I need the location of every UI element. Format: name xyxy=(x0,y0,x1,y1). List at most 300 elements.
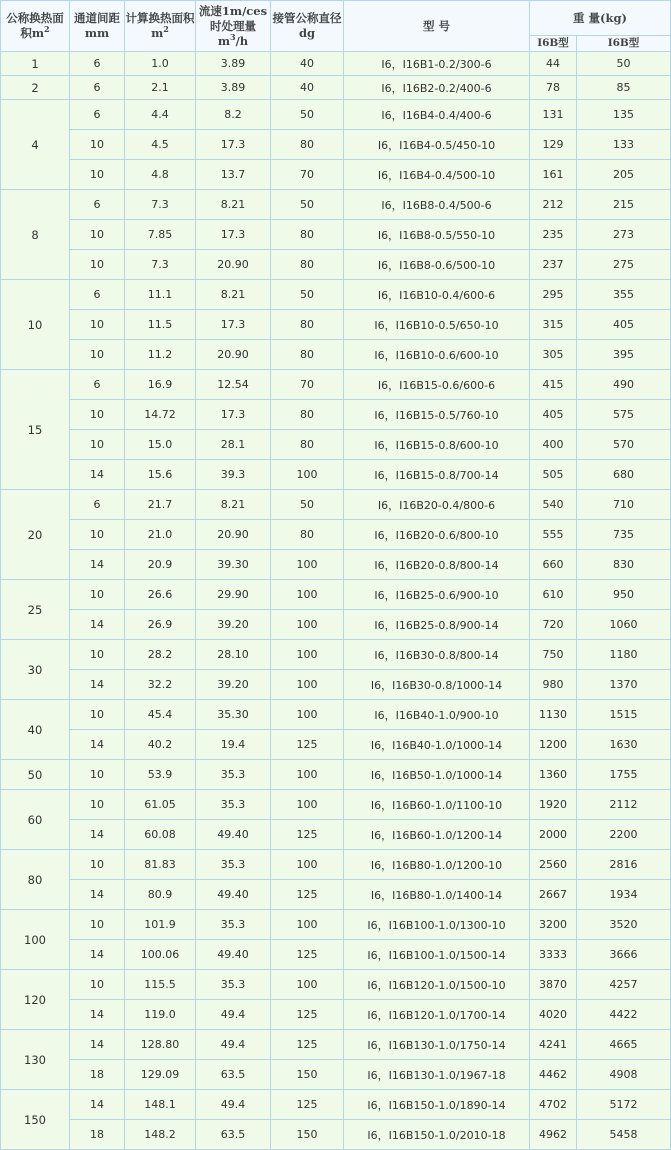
channel-gap-cell: 14 xyxy=(70,550,125,580)
calculated-area-cell: 80.9 xyxy=(125,880,196,910)
table-row xyxy=(1,730,671,760)
model-cell: Ⅰ6，Ⅰ16B15-0.8/700-14 xyxy=(344,460,530,490)
model-cell: Ⅰ6，Ⅰ16B20-0.6/800-10 xyxy=(344,520,530,550)
flow-capacity-cell: 29.90 xyxy=(196,580,271,610)
model-cell: Ⅰ6，Ⅰ16B30-0.8/1000-14 xyxy=(344,670,530,700)
table-row xyxy=(1,340,671,370)
header-weight: 重 量(kg) xyxy=(530,1,671,36)
table-row xyxy=(1,790,671,820)
flow-capacity-cell: 8.2 xyxy=(196,100,271,130)
nominal-area-cell: 8 xyxy=(1,190,70,280)
pipe-diameter-cell: 125 xyxy=(271,940,344,970)
flow-capacity-cell: 8.21 xyxy=(196,190,271,220)
weight-type-b-cell: 5172 xyxy=(577,1090,671,1120)
weight-type-b-cell: 4257 xyxy=(577,970,671,1000)
channel-gap-cell: 10 xyxy=(70,430,125,460)
pipe-diameter-cell: 80 xyxy=(271,310,344,340)
table-body xyxy=(1,52,671,1150)
weight-type-a-cell: 78 xyxy=(530,76,577,100)
weight-type-a-cell: 161 xyxy=(530,160,577,190)
weight-type-b-cell: 1515 xyxy=(577,700,671,730)
weight-type-b-cell: 1370 xyxy=(577,670,671,700)
pipe-diameter-cell: 80 xyxy=(271,250,344,280)
flow-capacity-cell: 35.3 xyxy=(196,910,271,940)
calculated-area-cell: 15.6 xyxy=(125,460,196,490)
table-row xyxy=(1,160,671,190)
model-cell: Ⅰ6，Ⅰ16B25-0.6/900-10 xyxy=(344,580,530,610)
weight-type-b-cell: 275 xyxy=(577,250,671,280)
nominal-area-cell: 50 xyxy=(1,760,70,790)
weight-type-a-cell: 610 xyxy=(530,580,577,610)
calculated-area-cell: 7.3 xyxy=(125,190,196,220)
model-cell: Ⅰ6，Ⅰ16B4-0.4/500-10 xyxy=(344,160,530,190)
table-row xyxy=(1,760,671,790)
pipe-diameter-cell: 70 xyxy=(271,160,344,190)
calculated-area-cell: 4.8 xyxy=(125,160,196,190)
calculated-area-cell: 11.5 xyxy=(125,310,196,340)
pipe-diameter-cell: 100 xyxy=(271,850,344,880)
pipe-diameter-cell: 80 xyxy=(271,340,344,370)
header-pipe-diameter: 接管公称直径dg xyxy=(271,1,344,52)
pipe-diameter-cell: 50 xyxy=(271,100,344,130)
channel-gap-cell: 10 xyxy=(70,400,125,430)
table-row xyxy=(1,220,671,250)
flow-capacity-cell: 49.40 xyxy=(196,880,271,910)
calculated-area-cell: 21.7 xyxy=(125,490,196,520)
table-row xyxy=(1,850,671,880)
weight-type-a-cell: 237 xyxy=(530,250,577,280)
weight-type-b-cell: 5458 xyxy=(577,1120,671,1150)
channel-gap-cell: 10 xyxy=(70,640,125,670)
weight-type-b-cell: 205 xyxy=(577,160,671,190)
calculated-area-cell: 101.9 xyxy=(125,910,196,940)
weight-type-b-cell: 135 xyxy=(577,100,671,130)
flow-capacity-cell: 19.4 xyxy=(196,730,271,760)
weight-type-a-cell: 305 xyxy=(530,340,577,370)
channel-gap-cell: 10 xyxy=(70,760,125,790)
table-row xyxy=(1,640,671,670)
weight-type-b-cell: 4422 xyxy=(577,1000,671,1030)
table-row xyxy=(1,820,671,850)
flow-capacity-cell: 28.10 xyxy=(196,640,271,670)
nominal-area-cell: 1 xyxy=(1,52,70,76)
weight-type-a-cell: 415 xyxy=(530,370,577,400)
model-cell: Ⅰ6，Ⅰ16B150-1.0/1890-14 xyxy=(344,1090,530,1120)
weight-type-b-cell: 1630 xyxy=(577,730,671,760)
channel-gap-cell: 10 xyxy=(70,250,125,280)
pipe-diameter-cell: 40 xyxy=(271,52,344,76)
model-cell: Ⅰ6，Ⅰ16B20-0.4/800-6 xyxy=(344,490,530,520)
model-cell: Ⅰ6，Ⅰ16B100-1.0/1300-10 xyxy=(344,910,530,940)
weight-type-b-cell: 2112 xyxy=(577,790,671,820)
weight-type-b-cell: 950 xyxy=(577,580,671,610)
table-row xyxy=(1,580,671,610)
flow-capacity-cell: 8.21 xyxy=(196,490,271,520)
nominal-area-cell: 130 xyxy=(1,1030,70,1090)
pipe-diameter-cell: 100 xyxy=(271,760,344,790)
pipe-diameter-cell: 40 xyxy=(271,76,344,100)
model-cell: Ⅰ6，Ⅰ16B40-1.0/900-10 xyxy=(344,700,530,730)
model-cell: Ⅰ6，Ⅰ16B15-0.5/760-10 xyxy=(344,400,530,430)
weight-type-a-cell: 405 xyxy=(530,400,577,430)
weight-type-b-cell: 4908 xyxy=(577,1060,671,1090)
calculated-area-cell: 16.9 xyxy=(125,370,196,400)
table-row xyxy=(1,970,671,1000)
calculated-area-cell: 128.80 xyxy=(125,1030,196,1060)
channel-gap-cell: 10 xyxy=(70,130,125,160)
model-cell: Ⅰ6，Ⅰ16B80-1.0/1200-10 xyxy=(344,850,530,880)
model-cell: Ⅰ6，Ⅰ16B130-1.0/1967-18 xyxy=(344,1060,530,1090)
channel-gap-cell: 10 xyxy=(70,340,125,370)
model-cell: Ⅰ6，Ⅰ16B50-1.0/1000-14 xyxy=(344,760,530,790)
table-row xyxy=(1,520,671,550)
header-channel-gap: 通道间距mm xyxy=(70,1,125,52)
table-row xyxy=(1,310,671,340)
model-cell: Ⅰ6，Ⅰ16B120-1.0/1500-10 xyxy=(344,970,530,1000)
weight-type-b-cell: 1755 xyxy=(577,760,671,790)
channel-gap-cell: 6 xyxy=(70,52,125,76)
weight-type-a-cell: 4462 xyxy=(530,1060,577,1090)
calculated-area-cell: 53.9 xyxy=(125,760,196,790)
model-cell: Ⅰ6，Ⅰ16B8-0.6/500-10 xyxy=(344,250,530,280)
weight-type-b-cell: 133 xyxy=(577,130,671,160)
weight-type-a-cell: 3870 xyxy=(530,970,577,1000)
weight-type-a-cell: 129 xyxy=(530,130,577,160)
calculated-area-cell: 81.83 xyxy=(125,850,196,880)
pipe-diameter-cell: 80 xyxy=(271,400,344,430)
model-cell: Ⅰ6，Ⅰ16B1-0.2/300-6 xyxy=(344,52,530,76)
flow-capacity-cell: 20.90 xyxy=(196,250,271,280)
pipe-diameter-cell: 125 xyxy=(271,1090,344,1120)
calculated-area-cell: 45.4 xyxy=(125,700,196,730)
weight-type-a-cell: 540 xyxy=(530,490,577,520)
calculated-area-cell: 40.2 xyxy=(125,730,196,760)
pipe-diameter-cell: 125 xyxy=(271,820,344,850)
pipe-diameter-cell: 100 xyxy=(271,580,344,610)
calculated-area-cell: 4.5 xyxy=(125,130,196,160)
flow-capacity-cell: 20.90 xyxy=(196,340,271,370)
weight-type-a-cell: 4702 xyxy=(530,1090,577,1120)
weight-type-a-cell: 555 xyxy=(530,520,577,550)
channel-gap-cell: 14 xyxy=(70,880,125,910)
pipe-diameter-cell: 100 xyxy=(271,610,344,640)
pipe-diameter-cell: 100 xyxy=(271,790,344,820)
model-cell: Ⅰ6，Ⅰ16B60-1.0/1100-10 xyxy=(344,790,530,820)
table-row xyxy=(1,700,671,730)
flow-capacity-cell: 17.3 xyxy=(196,220,271,250)
flow-capacity-cell: 35.30 xyxy=(196,700,271,730)
flow-capacity-cell: 49.40 xyxy=(196,940,271,970)
table-row xyxy=(1,1000,671,1030)
flow-capacity-cell: 49.4 xyxy=(196,1000,271,1030)
calculated-area-cell: 26.9 xyxy=(125,610,196,640)
weight-type-a-cell: 3333 xyxy=(530,940,577,970)
calculated-area-cell: 148.1 xyxy=(125,1090,196,1120)
weight-type-a-cell: 4962 xyxy=(530,1120,577,1150)
table-row xyxy=(1,1090,671,1120)
weight-type-a-cell: 4020 xyxy=(530,1000,577,1030)
channel-gap-cell: 18 xyxy=(70,1120,125,1150)
channel-gap-cell: 6 xyxy=(70,190,125,220)
model-cell: Ⅰ6，Ⅰ16B120-1.0/1700-14 xyxy=(344,1000,530,1030)
channel-gap-cell: 10 xyxy=(70,580,125,610)
calculated-area-cell: 115.5 xyxy=(125,970,196,1000)
pipe-diameter-cell: 125 xyxy=(271,730,344,760)
weight-type-a-cell: 2000 xyxy=(530,820,577,850)
flow-capacity-cell: 49.4 xyxy=(196,1090,271,1120)
pipe-diameter-cell: 100 xyxy=(271,670,344,700)
calculated-area-cell: 1.0 xyxy=(125,52,196,76)
channel-gap-cell: 6 xyxy=(70,280,125,310)
table-row xyxy=(1,280,671,310)
calculated-area-cell: 11.2 xyxy=(125,340,196,370)
weight-type-a-cell: 1360 xyxy=(530,760,577,790)
nominal-area-cell: 10 xyxy=(1,280,70,370)
weight-type-a-cell: 505 xyxy=(530,460,577,490)
model-cell: Ⅰ6，Ⅰ16B8-0.5/550-10 xyxy=(344,220,530,250)
channel-gap-cell: 10 xyxy=(70,160,125,190)
flow-capacity-cell: 8.21 xyxy=(196,280,271,310)
channel-gap-cell: 14 xyxy=(70,940,125,970)
model-cell: Ⅰ6，Ⅰ16B130-1.0/1750-14 xyxy=(344,1030,530,1060)
weight-type-a-cell: 235 xyxy=(530,220,577,250)
model-cell: Ⅰ6，Ⅰ16B15-0.6/600-6 xyxy=(344,370,530,400)
weight-type-b-cell: 355 xyxy=(577,280,671,310)
flow-capacity-cell: 3.89 xyxy=(196,52,271,76)
calculated-area-cell: 28.2 xyxy=(125,640,196,670)
weight-type-b-cell: 830 xyxy=(577,550,671,580)
table-row xyxy=(1,880,671,910)
calculated-area-cell: 100.06 xyxy=(125,940,196,970)
calculated-area-cell: 2.1 xyxy=(125,76,196,100)
flow-capacity-cell: 17.3 xyxy=(196,310,271,340)
channel-gap-cell: 10 xyxy=(70,700,125,730)
channel-gap-cell: 14 xyxy=(70,610,125,640)
pipe-diameter-cell: 70 xyxy=(271,370,344,400)
weight-type-b-cell: 2200 xyxy=(577,820,671,850)
pipe-diameter-cell: 100 xyxy=(271,700,344,730)
nominal-area-cell: 60 xyxy=(1,790,70,850)
weight-type-b-cell: 3520 xyxy=(577,910,671,940)
weight-type-a-cell: 720 xyxy=(530,610,577,640)
channel-gap-cell: 10 xyxy=(70,220,125,250)
weight-type-b-cell: 570 xyxy=(577,430,671,460)
weight-type-b-cell: 1934 xyxy=(577,880,671,910)
weight-type-b-cell: 710 xyxy=(577,490,671,520)
pipe-diameter-cell: 150 xyxy=(271,1120,344,1150)
pipe-diameter-cell: 125 xyxy=(271,880,344,910)
table-row xyxy=(1,76,671,100)
weight-type-b-cell: 395 xyxy=(577,340,671,370)
nominal-area-cell: 120 xyxy=(1,970,70,1030)
channel-gap-cell: 14 xyxy=(70,730,125,760)
pipe-diameter-cell: 100 xyxy=(271,640,344,670)
header-weight-type-a: Ⅰ6B型 xyxy=(530,36,577,52)
weight-type-b-cell: 215 xyxy=(577,190,671,220)
calculated-area-cell: 4.4 xyxy=(125,100,196,130)
table-row xyxy=(1,460,671,490)
weight-type-a-cell: 400 xyxy=(530,430,577,460)
weight-type-b-cell: 735 xyxy=(577,520,671,550)
weight-type-a-cell: 4241 xyxy=(530,1030,577,1060)
table-row xyxy=(1,370,671,400)
pipe-diameter-cell: 100 xyxy=(271,970,344,1000)
table-row xyxy=(1,52,671,76)
calculated-area-cell: 119.0 xyxy=(125,1000,196,1030)
flow-capacity-cell: 28.1 xyxy=(196,430,271,460)
flow-capacity-cell: 35.3 xyxy=(196,790,271,820)
weight-type-b-cell: 4665 xyxy=(577,1030,671,1060)
table-row xyxy=(1,1030,671,1060)
pipe-diameter-cell: 50 xyxy=(271,280,344,310)
nominal-area-cell: 30 xyxy=(1,640,70,700)
nominal-area-cell: 40 xyxy=(1,700,70,760)
channel-gap-cell: 6 xyxy=(70,370,125,400)
weight-type-a-cell: 2667 xyxy=(530,880,577,910)
flow-capacity-cell: 39.20 xyxy=(196,670,271,700)
weight-type-a-cell: 1130 xyxy=(530,700,577,730)
channel-gap-cell: 10 xyxy=(70,970,125,1000)
nominal-area-cell: 150 xyxy=(1,1090,70,1150)
table-row xyxy=(1,550,671,580)
flow-capacity-cell: 3.89 xyxy=(196,76,271,100)
nominal-area-cell: 15 xyxy=(1,370,70,490)
pipe-diameter-cell: 80 xyxy=(271,520,344,550)
pipe-diameter-cell: 80 xyxy=(271,130,344,160)
header-nominal-area: 公称换热面积$m^2$ xyxy=(1,1,70,52)
weight-type-a-cell: 131 xyxy=(530,100,577,130)
nominal-area-cell: 80 xyxy=(1,850,70,910)
weight-type-a-cell: 2560 xyxy=(530,850,577,880)
model-cell: Ⅰ6，Ⅰ16B25-0.8/900-14 xyxy=(344,610,530,640)
pipe-diameter-cell: 80 xyxy=(271,430,344,460)
weight-type-a-cell: 3200 xyxy=(530,910,577,940)
weight-type-a-cell: 315 xyxy=(530,310,577,340)
channel-gap-cell: 10 xyxy=(70,520,125,550)
weight-type-b-cell: 680 xyxy=(577,460,671,490)
model-cell: Ⅰ6，Ⅰ16B10-0.6/600-10 xyxy=(344,340,530,370)
pipe-diameter-cell: 100 xyxy=(271,550,344,580)
model-cell: Ⅰ6，Ⅰ16B4-0.5/450-10 xyxy=(344,130,530,160)
table-row xyxy=(1,910,671,940)
weight-type-b-cell: 2816 xyxy=(577,850,671,880)
weight-type-b-cell: 1180 xyxy=(577,640,671,670)
calculated-area-cell: 32.2 xyxy=(125,670,196,700)
channel-gap-cell: 14 xyxy=(70,1000,125,1030)
header-weight-type-b: Ⅰ6B型 xyxy=(577,36,671,52)
table-row xyxy=(1,430,671,460)
calculated-area-cell: 129.09 xyxy=(125,1060,196,1090)
table-row xyxy=(1,490,671,520)
table-header xyxy=(1,1,671,52)
model-cell: Ⅰ6，Ⅰ16B40-1.0/1000-14 xyxy=(344,730,530,760)
model-cell: Ⅰ6，Ⅰ16B30-0.8/800-14 xyxy=(344,640,530,670)
table-row xyxy=(1,610,671,640)
calculated-area-cell: 26.6 xyxy=(125,580,196,610)
channel-gap-cell: 10 xyxy=(70,910,125,940)
nominal-area-cell: 25 xyxy=(1,580,70,640)
table-row xyxy=(1,190,671,220)
weight-type-a-cell: 750 xyxy=(530,640,577,670)
model-cell: Ⅰ6，Ⅰ16B100-1.0/1500-14 xyxy=(344,940,530,970)
weight-type-a-cell: 1920 xyxy=(530,790,577,820)
channel-gap-cell: 14 xyxy=(70,460,125,490)
table-row xyxy=(1,940,671,970)
header-flow-capacity: 流速1m/ces时处理量$m^3/h$ xyxy=(196,1,271,52)
calculated-area-cell: 60.08 xyxy=(125,820,196,850)
table-row xyxy=(1,250,671,280)
channel-gap-cell: 6 xyxy=(70,76,125,100)
calculated-area-cell: 7.3 xyxy=(125,250,196,280)
nominal-area-cell: 100 xyxy=(1,910,70,970)
model-cell: Ⅰ6，Ⅰ16B150-1.0/2010-18 xyxy=(344,1120,530,1150)
flow-capacity-cell: 63.5 xyxy=(196,1120,271,1150)
calculated-area-cell: 20.9 xyxy=(125,550,196,580)
flow-capacity-cell: 63.5 xyxy=(196,1060,271,1090)
pipe-diameter-cell: 80 xyxy=(271,220,344,250)
nominal-area-cell: 2 xyxy=(1,76,70,100)
channel-gap-cell: 18 xyxy=(70,1060,125,1090)
flow-capacity-cell: 49.4 xyxy=(196,1030,271,1060)
pipe-diameter-cell: 50 xyxy=(271,490,344,520)
table-row xyxy=(1,400,671,430)
weight-type-b-cell: 85 xyxy=(577,76,671,100)
channel-gap-cell: 14 xyxy=(70,670,125,700)
weight-type-a-cell: 212 xyxy=(530,190,577,220)
model-cell: Ⅰ6，Ⅰ16B15-0.8/600-10 xyxy=(344,430,530,460)
flow-capacity-cell: 39.30 xyxy=(196,550,271,580)
model-cell: Ⅰ6，Ⅰ16B20-0.8/800-14 xyxy=(344,550,530,580)
calculated-area-cell: 14.72 xyxy=(125,400,196,430)
channel-gap-cell: 14 xyxy=(70,820,125,850)
flow-capacity-cell: 39.20 xyxy=(196,610,271,640)
weight-type-b-cell: 490 xyxy=(577,370,671,400)
channel-gap-cell: 6 xyxy=(70,100,125,130)
table-row xyxy=(1,670,671,700)
model-cell: Ⅰ6，Ⅰ16B60-1.0/1200-14 xyxy=(344,820,530,850)
calculated-area-cell: 61.05 xyxy=(125,790,196,820)
calculated-area-cell: 11.1 xyxy=(125,280,196,310)
flow-capacity-cell: 35.3 xyxy=(196,970,271,1000)
pipe-diameter-cell: 50 xyxy=(271,190,344,220)
weight-type-b-cell: 1060 xyxy=(577,610,671,640)
weight-type-b-cell: 50 xyxy=(577,52,671,76)
flow-capacity-cell: 17.3 xyxy=(196,130,271,160)
pipe-diameter-cell: 125 xyxy=(271,1030,344,1060)
calculated-area-cell: 21.0 xyxy=(125,520,196,550)
model-cell: Ⅰ6，Ⅰ16B10-0.4/600-6 xyxy=(344,280,530,310)
weight-type-a-cell: 1200 xyxy=(530,730,577,760)
pipe-diameter-cell: 100 xyxy=(271,460,344,490)
model-cell: Ⅰ6，Ⅰ16B2-0.2/400-6 xyxy=(344,76,530,100)
calculated-area-cell: 148.2 xyxy=(125,1120,196,1150)
weight-type-b-cell: 575 xyxy=(577,400,671,430)
flow-capacity-cell: 12.54 xyxy=(196,370,271,400)
channel-gap-cell: 14 xyxy=(70,1030,125,1060)
table-row xyxy=(1,130,671,160)
header-calculated-area: 计算换热面积$m^2$ xyxy=(125,1,196,52)
channel-gap-cell: 10 xyxy=(70,790,125,820)
header-model: 型 号 xyxy=(344,1,530,52)
channel-gap-cell: 10 xyxy=(70,310,125,340)
channel-gap-cell: 10 xyxy=(70,850,125,880)
weight-type-a-cell: 44 xyxy=(530,52,577,76)
table-row xyxy=(1,100,671,130)
model-cell: Ⅰ6，Ⅰ16B8-0.4/500-6 xyxy=(344,190,530,220)
table-row xyxy=(1,1060,671,1090)
weight-type-a-cell: 660 xyxy=(530,550,577,580)
weight-type-a-cell: 980 xyxy=(530,670,577,700)
